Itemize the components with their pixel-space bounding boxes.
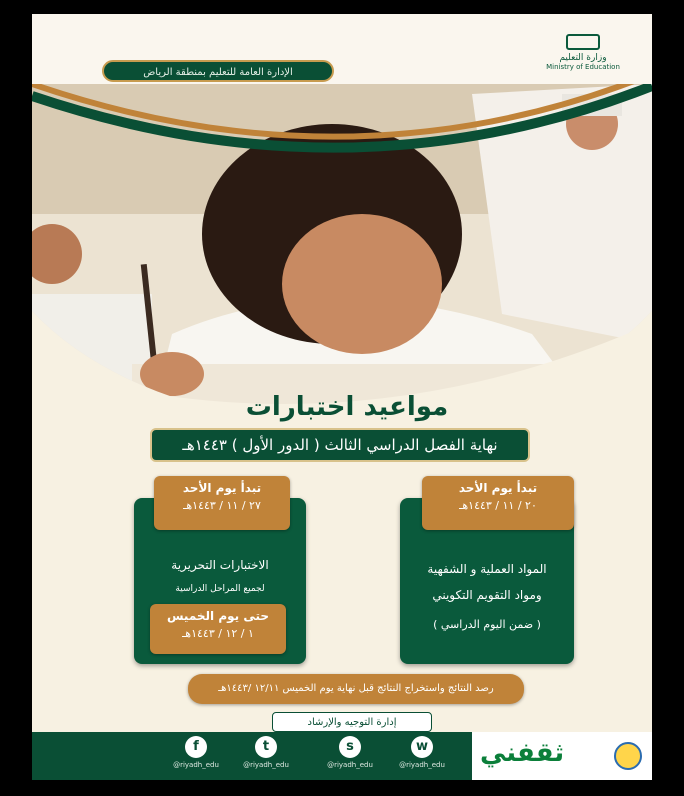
card-written-line1: الاختبارات التحريرية: [171, 558, 269, 572]
card-written-start-tag: [154, 476, 290, 530]
twitter-icon: t: [255, 736, 277, 758]
card-written-end-day: حتى يوم الخميس: [166, 609, 270, 623]
card-practical-start-date: ٢٠ / ١١ / ١٤٤٣هـ: [459, 499, 537, 512]
facebook-icon: f: [185, 736, 207, 758]
brand-logo: [472, 732, 652, 780]
snapchat-icon: s: [339, 736, 361, 758]
brand-logo-text: ثقفني: [480, 738, 565, 768]
ministry-logo-line1: وزارة التعليم: [559, 53, 607, 63]
card-written-end-date: ١ / ١٢ / ١٤٤٣هـ: [182, 627, 254, 640]
guidance-label: إدارة التوجيه والإرشاد: [272, 712, 432, 732]
card-practical-line1: المواد العملية و الشفهية: [427, 562, 547, 576]
card-practical-start-tag: [422, 476, 574, 530]
card-written-start-date: ٢٧ / ١١ / ١٤٤٣هـ: [183, 499, 261, 512]
social-snapchat-handle: @riyadh_edu: [327, 761, 373, 769]
student-photo-illustration: [32, 84, 652, 414]
social-twitter[interactable]: [236, 736, 296, 769]
social-facebook[interactable]: [166, 736, 226, 769]
social-web-handle: @riyadh_edu: [399, 761, 445, 769]
social-snapchat[interactable]: [320, 736, 380, 769]
card-practical-start-day: تبدأ يوم الأحد: [458, 481, 538, 495]
student-photo: [32, 84, 652, 414]
page-subtitle: نهاية الفصل الدراسي الثالث ( الدور الأول ) ١٤٤٣هـ: [150, 428, 530, 462]
ministry-logo-mark: [566, 34, 600, 50]
lightbulb-icon: [614, 742, 642, 770]
poster: [32, 14, 652, 780]
card-written-end-tag: [150, 604, 286, 654]
results-notice: رصد النتائج واستخراج النتائج قبل نهاية يوم الخميس ١٢/١١ /١٤٤٣هـ: [188, 674, 524, 704]
social-twitter-handle: @riyadh_edu: [243, 761, 289, 769]
social-web[interactable]: [392, 736, 452, 769]
department-badge: الإدارة العامة للتعليم بمنطقة الرياض: [102, 60, 334, 82]
ministry-logo-line2: Ministry of Education: [546, 63, 620, 71]
page-title: مواعيد اختبارات: [245, 392, 449, 422]
card-practical-line3: ( ضمن اليوم الدراسي ): [433, 618, 541, 631]
card-practical-line2: ومواد التقويم التكويني: [432, 588, 542, 602]
ministry-logo: [528, 34, 638, 80]
card-written-start-day: تبدأ يوم الأحد: [182, 481, 262, 495]
card-written-line2: لجميع المراحل الدراسية: [175, 584, 265, 594]
web-icon: w: [411, 736, 433, 758]
social-facebook-handle: @riyadh_edu: [173, 761, 219, 769]
